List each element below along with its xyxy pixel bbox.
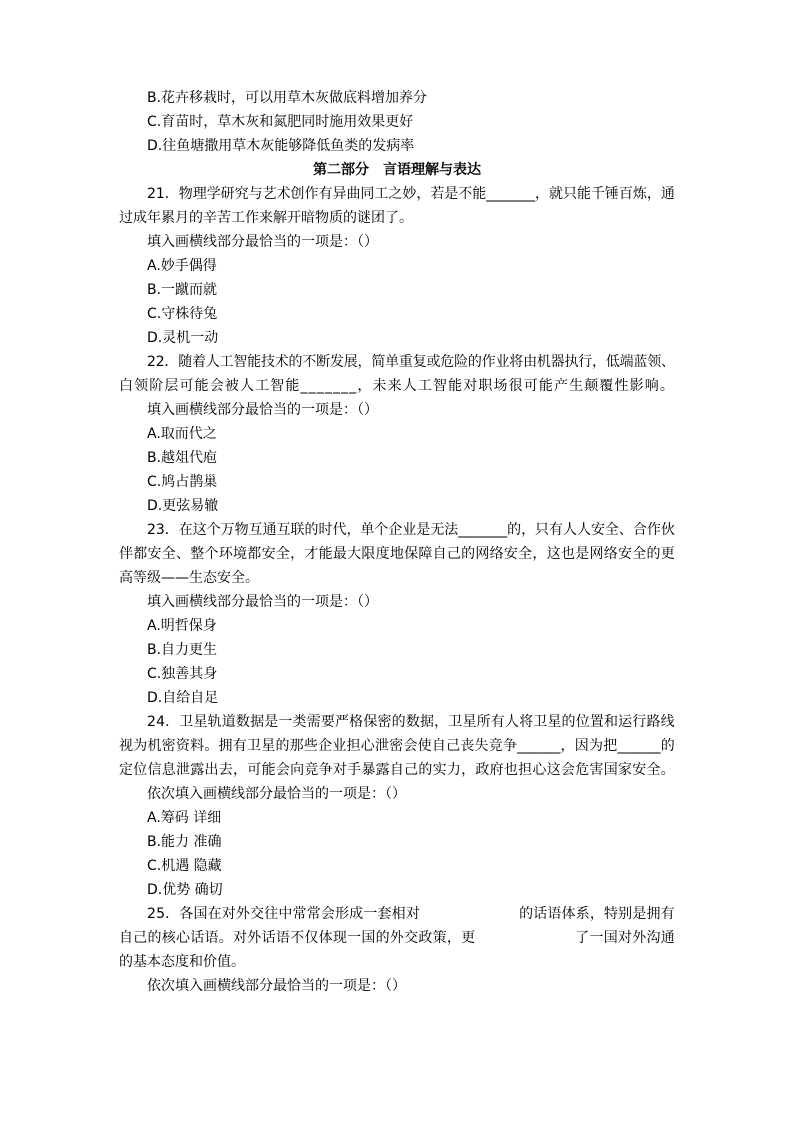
- answer-option: A.明哲保身: [147, 618, 217, 634]
- answer-option: C.守株待兔: [147, 306, 218, 322]
- question-text-line: 的基本态度和价值。: [119, 954, 245, 970]
- question-prompt: 填入画横线部分最恰当的一项是：（）: [147, 594, 378, 610]
- question-text-line: 定位信息泄露出去，可能会向竞争对手暴露自己的实力，政府也担心这会危害国家安全。: [119, 762, 675, 778]
- answer-option: D.自给自足: [147, 690, 219, 706]
- question-text-line: 伴都安全、整个环境都安全，才能最大限度地保障自己的网络安全，这也是网络安全的更: [119, 546, 675, 562]
- answer-option: D.更弦易辙: [147, 498, 219, 514]
- question-text-line: 视为机密资料。拥有卫星的那些企业担心泄密会使自己丧失竞争______，因为把______的: [119, 738, 675, 754]
- answer-option: B.越俎代庖: [147, 450, 218, 466]
- answer-option: C.独善其身: [147, 666, 218, 682]
- question-text-line: 24．卫星轨道数据是一类需要严格保密的数据，卫星所有人将卫星的位置和运行路线: [147, 714, 675, 730]
- question-prompt: 依次填入画横线部分最恰当的一项是：（）: [147, 786, 406, 802]
- answer-option: B.自力更生: [147, 642, 218, 658]
- question-text-line: 23．在这个万物互通互联的时代，单个企业是无法_______的，只有人人安全、合作伙: [147, 522, 675, 538]
- answer-option: A.取而代之: [147, 426, 217, 442]
- answer-option: D.往鱼塘撒用草木灰能够降低鱼类的发病率: [147, 138, 415, 154]
- answer-option: A.妙手偶得: [147, 258, 217, 274]
- question-text-line: 过成年累月的辛苦工作来解开暗物质的谜团了。: [119, 210, 413, 226]
- question-text-line: 白领阶层可能会被人工智能_______，未来人工智能对职场很可能产生颠覆性影响。: [119, 378, 675, 394]
- answer-option: D.灵机一动: [147, 330, 219, 346]
- answer-option: C.育苗时，草木灰和氮肥同时施用效果更好: [147, 114, 414, 130]
- answer-option: B.花卉移栽时，可以用草木灰做底料增加养分: [147, 90, 428, 106]
- question-text-line: 21．物理学研究与艺术创作有异曲同工之妙，若是不能_______，就只能千锤百炼，通: [147, 186, 675, 202]
- answer-option: D.优势 确切: [147, 882, 223, 898]
- question-text-line: 25．各国在对外交往中常常会形成一套相对 的话语体系，特别是拥有: [147, 906, 675, 922]
- answer-option: B.一蹴而就: [147, 282, 218, 298]
- answer-option: A.筹码 详细: [147, 810, 222, 826]
- question-text-line: 22．随着人工智能技术的不断发展，简单重复或危险的作业将由机器执行，低端蓝领、: [147, 354, 675, 370]
- question-prompt: 填入画横线部分最恰当的一项是：（）: [147, 402, 378, 418]
- question-prompt: 依次填入画横线部分最恰当的一项是：（）: [147, 978, 406, 994]
- question-prompt: 填入画横线部分最恰当的一项是：（）: [147, 234, 378, 250]
- answer-option: C.机遇 隐藏: [147, 858, 222, 874]
- question-text-line: 高等级——生态安全。: [119, 570, 259, 586]
- question-text-line: 自己的核心话语。对外话语不仅体现一国的外交政策，更 了一国对外沟通: [119, 930, 675, 946]
- answer-option: C.鸠占鹊巢: [147, 474, 218, 490]
- section-heading: 第二部分 言语理解与表达: [313, 162, 481, 178]
- answer-option: B.能力 准确: [147, 834, 222, 850]
